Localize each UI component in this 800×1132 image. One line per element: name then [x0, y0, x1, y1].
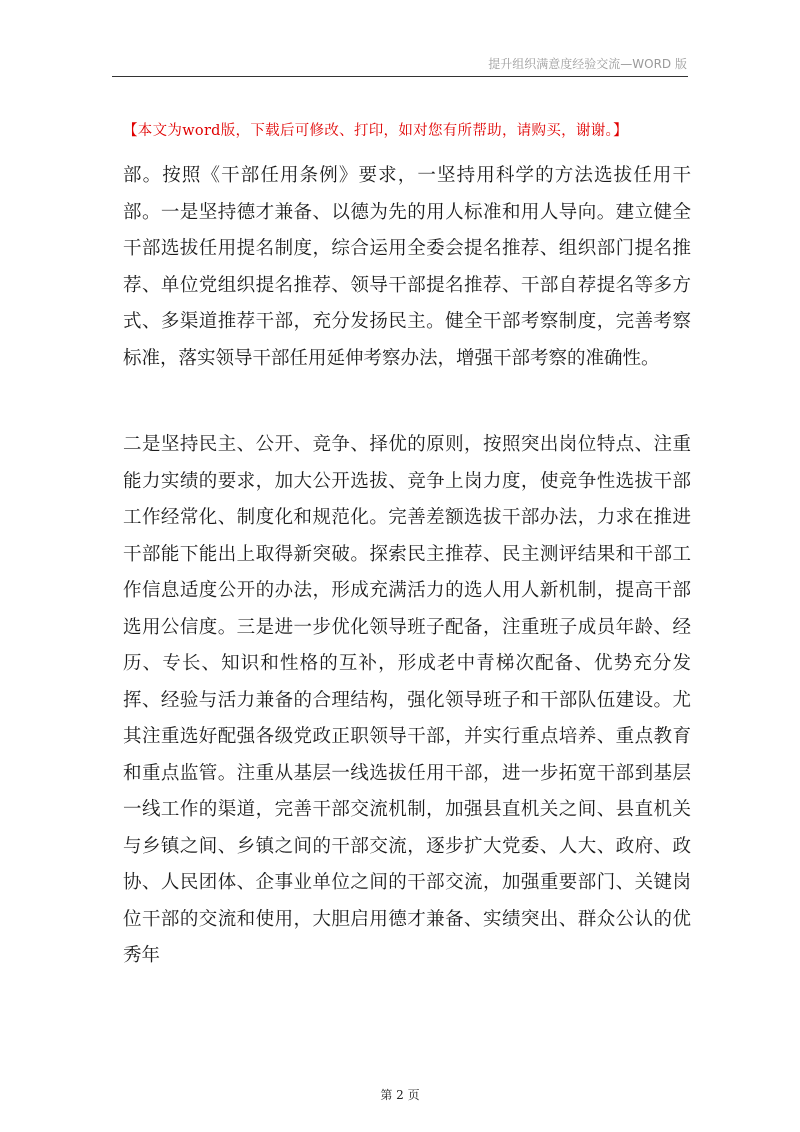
body-paragraph-2: 二是坚持民主、公开、竞争、择优的原则，按照突出岗位特点、注重能力实绩的要求，加大公开选拔、竞争上岗力度，使竞争性选拔干部工作经常化、制度化和规范化。完善差额选拔干部办法，力求在推进干部能下能出上取得新突破。探索民主推荐、民主测评结果和干部工作信息适度公开的办法，形成充满活力的选人用人新机制，提高干部选用公信度。三是进一步优化领导班子配备，注重班子成员年龄、经历、专长、知识和性格的互补，形成老中青梯次配备、优势充分发挥、经验与活力兼备的合理结构，强化领导班子和干部队伍建设。尤其注重选好配强各级党政正职领导干部，并实行重点培养、重点教育和重点监管。注重从基层一线选拔任用干部，进一步拓宽干部到基层一线工作的渠道，完善干部交流机制，加强县直机关之间、县直机关与乡镇之间、乡镇之间的干部交流，逐步扩大党委、人大、政府、政协、人民团体、企事业单位之间的干部交流，加强重要部门、关键岗位干部的交流和使用，大胆启用德才兼备、实绩突出、群众公认的优秀年 — [123, 434, 691, 966]
running-header-title: 提升组织满意度经验交流—WORD 版 — [488, 57, 687, 71]
header-divider — [112, 76, 688, 77]
body-paragraph-1: 部。按照《干部任用条例》要求，一坚持用科学的方法选拔任用干部。一是坚持德才兼备、以德为先的用人标准和用人导向。建立健全干部选拔任用提名制度，综合运用全委会提名推荐、组织部门提名推荐、单位党组织提名推荐、领导干部提名推荐、干部自荐提名等多方式、多渠道推荐干部，充分发扬民主。健全干部考察制度，完善考察标准，落实领导干部任用延伸考察办法，增强干部考察的准确性。 — [123, 165, 691, 369]
page-number: 第 2 页 — [380, 1088, 420, 1102]
download-notice: 【本文为word版，下载后可修改、打印，如对您有所帮助，请购买，谢谢。】 — [123, 123, 628, 139]
